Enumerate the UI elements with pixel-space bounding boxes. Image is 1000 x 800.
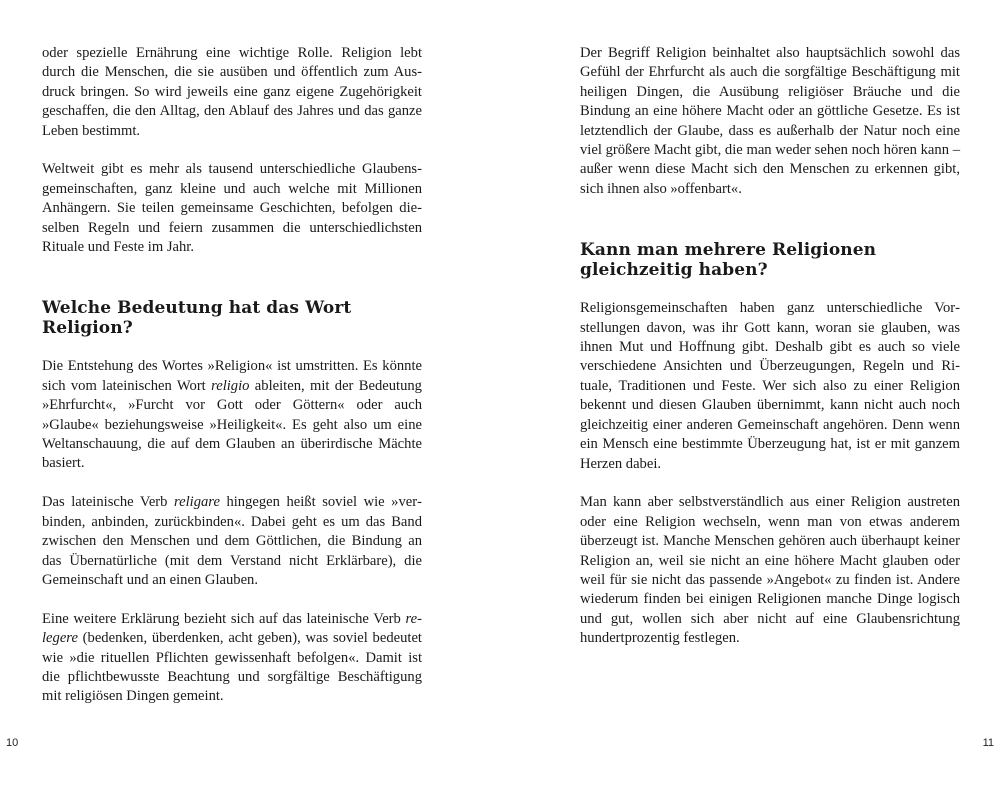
right-page — [580, 44, 960, 649]
left-paragraph-relegere: Eine weitere Erklärung bezieht sich auf das lateinische Verb relegere (bedenken, überdenken, acht geben), was soviel bedeutet wie »die rituellen Pflichten gewissenhaft befolgen«. Damit ist die pflichtbewusste Beachtung und sorgfältige Beschäftigung mit religiösen Dingen gemeint. — [42, 610, 422, 705]
term-religio: religio — [211, 377, 250, 394]
left-paragraph-religio: Die Entstehung des Wortes »Religion« ist umstritten. Es könnte sich vom lateinischen Wort religio ableiten, mit der Bedeutung »Ehrfurcht«, »Furcht vor Gott oder Göttern« oder auch »Glaube« beziehungsweise »Heiligkeit«. Es geht also um eine Weltanschauung, die auf dem Glauben an überirdische Mächte basiert. — [42, 358, 422, 472]
term-religare: religare — [173, 494, 220, 511]
left-paragraph-1: oder spezielle Ernährung eine wichtige Rolle. Religion lebt durch die Menschen, die sie ausüben und öffentlich zum Ausdruck bringen. So wird jeweils eine ganz eigene Zugehörigkeit geschaffen, die den Alltag, den Ablauf des Jahres und das ganze Leben bestimmt. — [42, 45, 422, 139]
right-paragraph-2: Man kann aber selbstverständlich aus einer Religion austreten oder eine Religion wechseln, wenn man von etwas anderem überzeugt ist. Manche Menschen gehören auch überhaupt keiner Religion an, weil sie nicht an eine höhere Macht glauben oder weil für sie nicht das passende »Angebot« zu finden ist. Andere wiederum finden bei einigen Religionen manche Dinge logisch und gut, wollen sich aber nicht auf eine Glaubensrichtung hundertprozentig festlegen. — [580, 494, 960, 647]
right-paragraph-1: Religionsgemeinschaften haben ganz unterschiedliche Vorstellungen davon, was ihr Gott kann, woran sie glauben, was ihnen Mut und Hoffnung gibt. Deshalb gibt es auch so viele verschiedene Ansichten und Überzeugungen, Regeln und Rituale, Traditionen und Feste. Wer sich also zu einer Religion bekennt und diesen Glauben übernimmt, kann nicht auch noch gleichzeitig einer anderen Gemeinschaft angehören. Denn wenn ein Mensch eine bestimmte Überzeugung hat, ist er mit ganzem Herzen dabei. — [580, 300, 960, 472]
left-paragraph-religare: Das lateinische Verb religare hingegen heißt soviel wie »verbinden, anbinden, zurückbinden«. Dabei geht es um das Band zwischen den Menschen und dem Göttlichen, die Bindung an das Übernatürliche (mit dem Verstand nicht Erklärbare), die Gemeinschaft und an einen Glauben. — [42, 494, 422, 588]
left-section-heading: Welche Bedeutung hat das Wort Religion? — [42, 298, 352, 339]
right-paragraph-intro: Der Begriff Religion beinhaltet also hauptsächlich sowohl das Gefühl der Ehrfurcht als auch die sorgfältige Beschäftigung mit heiligen Dingen, die Ausübung religiöser Bräuche und die Bindung an eine höhere Macht oder an göttliche Gesetze. Es ist letztendlich der Glaube, dass es außerhalb der Natur noch eine viel größere Macht gibt, die man weder sehen noch hören kann – außer wenn diese Macht sich den Menschen zu erkennen gibt, sich ihnen also »offenbart«. — [580, 45, 960, 197]
right-section-heading: Kann man mehrere Religionen gleichzeitig haben? — [580, 240, 877, 281]
left-paragraph-2: Weltweit gibt es mehr als tausend unterschiedliche Glaubensgemeinschaften, ganz kleine und auch welche mit Millionen Anhängern. Sie teilen gemeinsame Geschichten, befolgen dieselben Regeln und feiern zusammen die unterschiedlichsten Rituale und Feste im Jahr. — [42, 161, 422, 256]
page-number-right: 11 — [982, 737, 994, 749]
term-relegere: relegere — [42, 610, 422, 647]
left-page — [42, 44, 422, 707]
page-number-left: 10 — [6, 737, 19, 749]
